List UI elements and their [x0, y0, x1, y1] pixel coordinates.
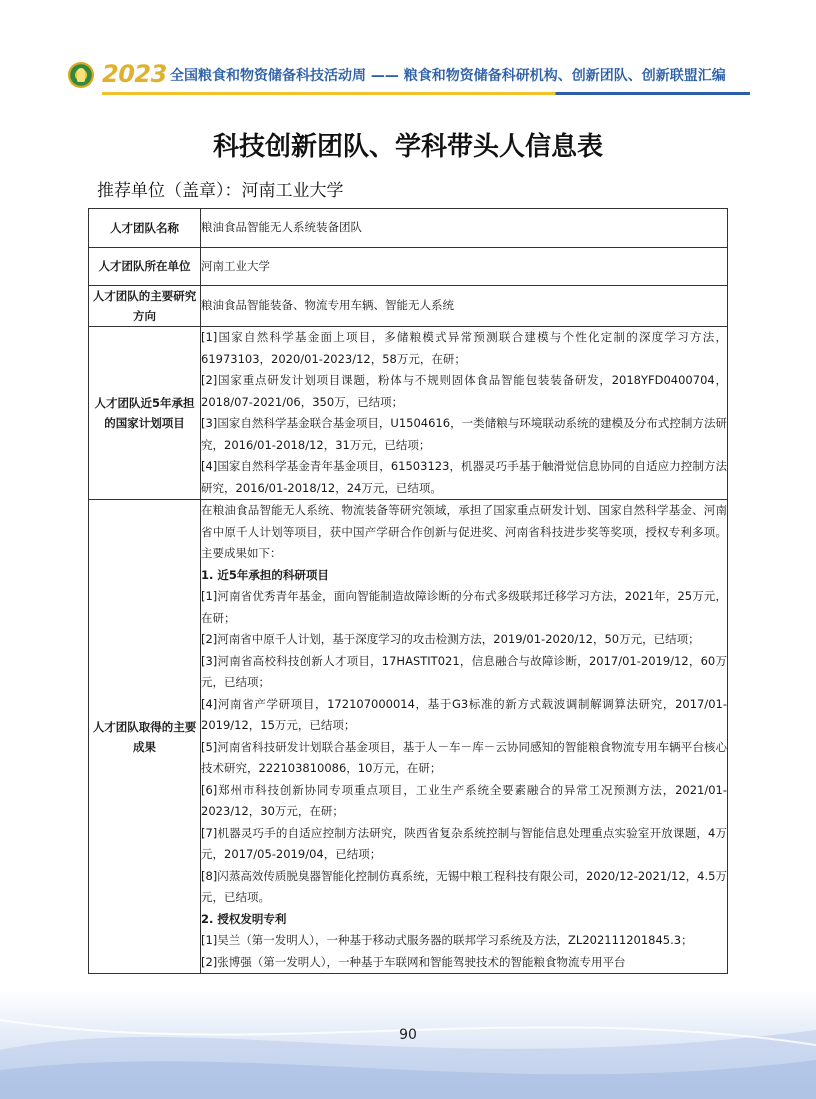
row-value — [201, 209, 728, 248]
research-project: [7]机器灵巧手的自适应控制方法研究，陕西省复杂系统控制与智能信息处理重点实验室开放课题，4万元，2017/05-2019/04，已结项； — [201, 825, 727, 861]
page-number: 90 — [399, 1027, 417, 1043]
table-row — [89, 247, 728, 286]
grain-logo-icon — [68, 62, 94, 88]
team-info-table — [88, 208, 728, 974]
research-project: [2]河南省中原千人计划，基于深度学习的攻击检测方法，2019/01-2020/12，50万元，已结项； — [201, 632, 700, 646]
table-row — [89, 327, 728, 500]
table-row — [89, 500, 728, 974]
header-year: 2023 — [102, 60, 167, 88]
row-value — [201, 286, 728, 327]
page-title: 科技创新团队、学科带头人信息表 — [212, 132, 603, 162]
header-title: 全国粮食和物资储备科技活动周 —— 粮食和物资储备科研机构、创新团队、创新联盟汇编 — [170, 68, 726, 84]
row-value — [201, 247, 728, 286]
research-direction: 粮油食品智能装备、物流专用车辆、智能无人系统 — [201, 298, 454, 313]
patent-item: [2]张博强（第一发明人），一种基于车联网和智能驾驶技术的智能粮食物流专用平台 — [201, 954, 626, 969]
research-project: [8]闪蒸高效传质脱臭器智能化控制仿真系统，无锡中粮工程科技有限公司，2020/12-2021/12，4.5万元，已结项。 — [201, 868, 727, 904]
header-divider — [102, 92, 750, 95]
section-heading: 1. 近5年承担的科研项目 — [201, 567, 329, 582]
national-project: [1]国家自然科学基金面上项目，多储粮模式异常预测联合建模与个性化定制的深度学习方法，61973103，2020/01-2023/12，58万元，在研； — [201, 330, 727, 366]
research-project: [3]河南省高校科技创新人才项目，17HASTIT021，信息融合与故障诊断，2017/01-2019/12，60万元，已结项； — [201, 653, 727, 689]
row-value — [201, 327, 728, 500]
national-project: [4]国家自然科学基金青年基金项目，61503123，机器灵巧手基于触滑觉信息协同的自适应力控制方法研究，2016/01-2018/12，24万元，已结项。 — [201, 459, 727, 495]
patent-item: [1]吴兰（第一发明人），一种基于移动式服务器的联邦学习系统及方法，ZL202111201845.3； — [201, 933, 693, 947]
table-row — [89, 209, 728, 248]
research-project: [6]郑州市科技创新协同专项重点项目，工业生产系统全要素融合的异常工况预测方法，2021/01-2023/12，30万元，在研； — [201, 782, 727, 818]
section-heading: 2. 授权发明专利 — [201, 911, 287, 926]
recommending-unit: 推荐单位（盖章）：河南工业大学 — [97, 181, 344, 201]
row-value — [201, 500, 728, 974]
research-project: [4]河南省产学研项目，172107000014，基于G3标准的新方式载波调制解调算法研究，2017/01-2019/12，15万元，已结项； — [201, 696, 727, 732]
research-project: [1]河南省优秀青年基金，面向智能制造故障诊断的分布式多级联邦迁移学习方法，2021年，25万元，在研； — [201, 589, 727, 625]
national-project: [2]国家重点研发计划项目课题，粉体与不规则固体食品智能包装装备研发，2018YFD0400704，2018/07-2021/06，350万，已结项； — [201, 373, 727, 409]
research-project: [5]河南省科技研发计划联合基金项目，基于人－车－库－云协同感知的智能粮食物流专用车辆平台核心技术研究，222103810086，10万元，在研； — [201, 739, 727, 775]
national-project: [3]国家自然科学基金联合基金项目，U1504616，一类储粮与环境联动系统的建模及分布式控制方法研究，2016/01-2018/12，31万元，已结项； — [201, 416, 727, 452]
team-unit: 河南工业大学 — [201, 258, 270, 273]
row-label: 人才团队的主要研究方向 — [89, 286, 201, 327]
footer-wave-graphic — [0, 990, 816, 1099]
row-label: 人才团队近5年承担的国家计划项目 — [89, 327, 201, 500]
footer-background — [0, 990, 816, 1099]
row-label: 人才团队名称 — [89, 209, 201, 248]
row-label: 人才团队所在单位 — [89, 247, 201, 286]
page-header — [0, 54, 816, 96]
achievements-intro: 在粮油食品智能无人系统、物流装备等研究领域，承担了国家重点研发计划、国家自然科学基金、河南省中原千人计划等项目，获中国产学研合作创新与促进奖、河南省科技进步奖等奖项，授权专利多项。主要成果如下： — [201, 503, 727, 560]
row-label: 人才团队取得的主要成果 — [89, 500, 201, 974]
team-name: 粮油食品智能无人系统装备团队 — [201, 220, 362, 234]
table-row — [89, 286, 728, 327]
